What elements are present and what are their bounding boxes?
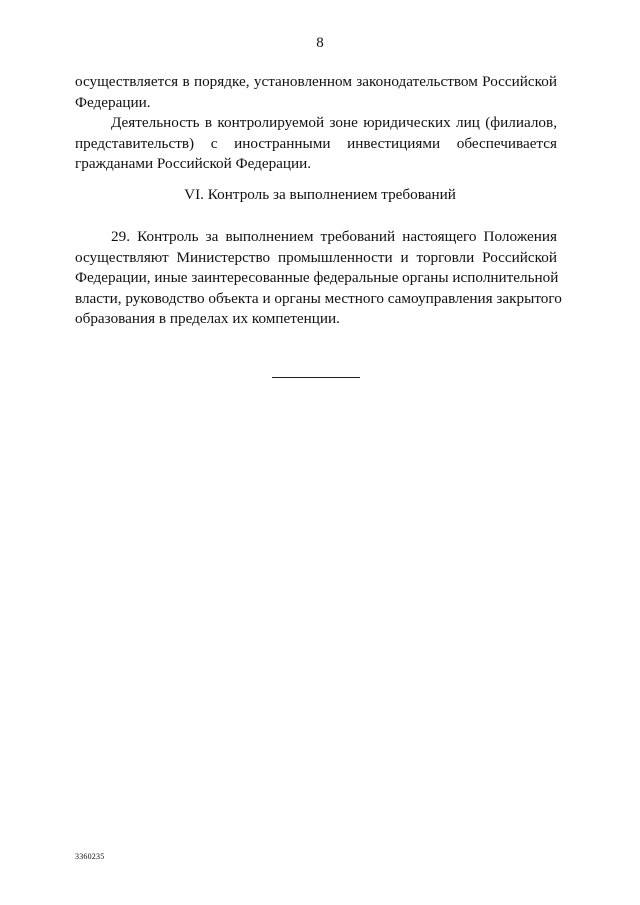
paragraph-foreign-investment	[75, 113, 557, 175]
paragraph-line: осуществляется в порядке, установленном законодательством Российской	[75, 73, 557, 90]
document-code: 3360235	[75, 852, 105, 861]
page-number: 8	[316, 35, 324, 51]
paragraph-continuation	[75, 72, 557, 113]
closing-divider	[272, 377, 360, 378]
paragraph-line: гражданами Российской Федерации.	[75, 155, 312, 172]
paragraph-line: образования в пределах их компетенции.	[75, 310, 340, 327]
paragraph-line: Деятельность в контролируемой зоне юридических лиц (филиалов,	[111, 114, 557, 131]
paragraph-line: Федерации, иные заинтересованные федеральные органы исполнительной	[75, 269, 559, 286]
section-heading: VI. Контроль за выполнением требований	[184, 186, 456, 203]
paragraph-line: осуществляют Министерство промышленности и торговли Российской	[75, 248, 557, 266]
paragraph-control-clause-29	[75, 227, 562, 330]
paragraph-line: представительств) с иностранными инвестициями обеспечивается	[75, 134, 557, 152]
paragraph-line: Федерации.	[75, 93, 151, 111]
paragraph-line: власти, руководство объекта и органы местного самоуправления закрытого	[75, 289, 562, 307]
paragraph-line: 29. Контроль за выполнением требований настоящего Положения	[111, 228, 557, 245]
